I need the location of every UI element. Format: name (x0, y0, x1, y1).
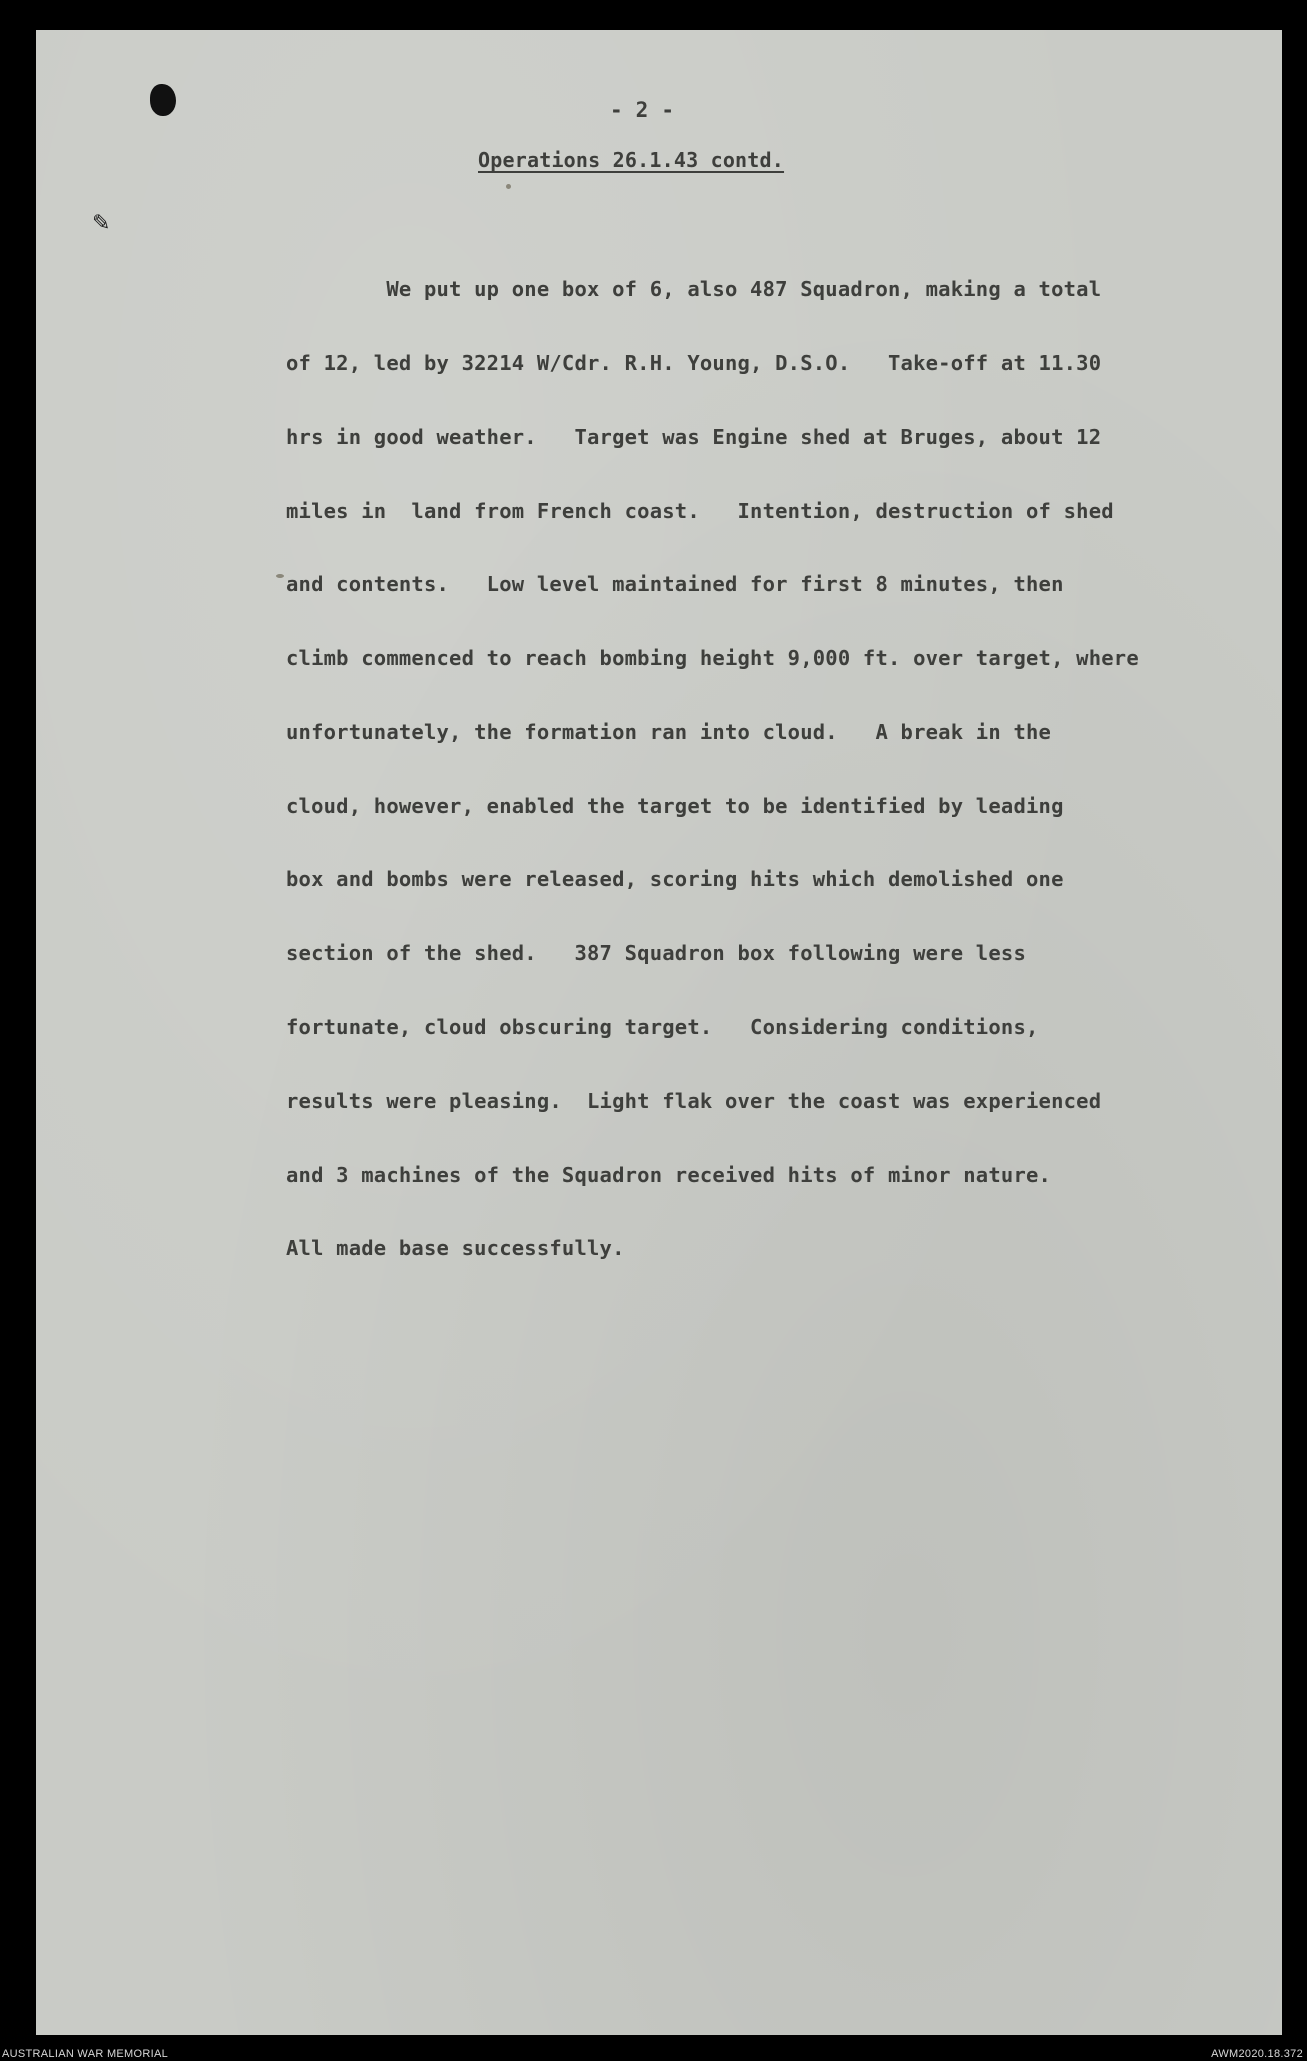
paper-speck (276, 574, 284, 578)
paper-speck (506, 184, 511, 189)
body-line: miles in land from French coast. Intention, destruction of shed (286, 498, 1114, 523)
body-paragraph (286, 228, 1216, 1310)
body-line: cloud, however, enabled the target to be identified by leading (286, 793, 1064, 818)
body-line: unfortunately, the formation ran into cloud. A break in the (286, 719, 1052, 744)
page-heading: Operations 26.1.43 contd. (478, 148, 785, 172)
ink-mark: ✎ (92, 211, 111, 236)
body-line: results were pleasing. Light flak over the coast was experienced (286, 1088, 1102, 1113)
document-page (36, 30, 1282, 2035)
body-line: fortunate, cloud obscuring target. Considering conditions, (286, 1015, 1039, 1039)
body-line: climb commenced to reach bombing height 9,000 ft. over target, where (286, 646, 1139, 671)
body-line: of 12, led by 32214 W/Cdr. R.H. Young, D.S.O. Take-off at 11.30 (286, 350, 1102, 375)
body-line: box and bombs were released, scoring hits which demolished one (286, 867, 1064, 892)
page-number: - 2 - (610, 98, 675, 122)
body-line: and contents. Low level maintained for first 8 minutes, then (286, 572, 1064, 597)
body-line: and 3 machines of the Squadron received hits of minor nature. (286, 1162, 1052, 1187)
punch-hole (150, 84, 176, 116)
body-line: section of the shed. 387 Squadron box following were less (286, 941, 1026, 966)
body-line: hrs in good weather. Target was Engine shed at Bruges, about 12 (286, 424, 1102, 449)
footer-source-label: AUSTRALIAN WAR MEMORIAL (2, 2048, 169, 2060)
body-line: All made base successfully. (286, 1236, 625, 1261)
body-line: We put up one box of 6, also 487 Squadron, making a total (286, 277, 1102, 302)
footer-catalogue-id: AWM2020.18.372 (1211, 2048, 1303, 2060)
